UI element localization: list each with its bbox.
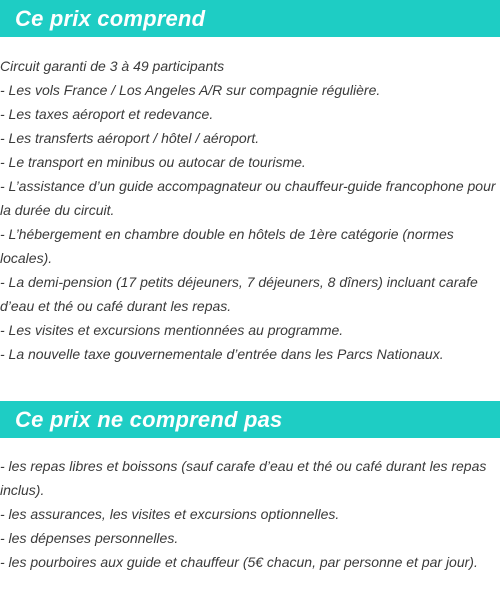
list-item: - les dépenses personnelles. (0, 530, 179, 546)
list-item: - Le transport en minibus ou autocar de tourisme. (0, 154, 306, 170)
price-includes-title: Ce prix comprend (15, 5, 206, 31)
list-item: - La nouvelle taxe gouvernementale d’entrée dans les Parcs Nationaux. (0, 346, 444, 362)
price-excludes-header (0, 401, 500, 438)
list-item: - L’assistance d’un guide accompagnateur ou chauffeur-guide francophone pour la durée du circuit. (0, 178, 496, 218)
price-excludes-section (0, 401, 500, 574)
list-item: Circuit garanti de 3 à 49 participants (0, 58, 225, 74)
list-item: - La demi-pension (17 petits déjeuners, 7 déjeuners, 8 dîners) incluant carafe d’eau et thé ou café durant les repas. (0, 274, 478, 314)
list-item: - les pourboires aux guide et chauffeur (5€ chacun, par personne et par jour). (0, 554, 478, 570)
list-item: - les assurances, les visites et excursions optionnelles. (0, 506, 340, 522)
list-item: - L’hébergement en chambre double en hôtels de 1ère catégorie (normes locales). (0, 226, 454, 266)
list-item: - Les visites et excursions mentionnées au programme. (0, 322, 344, 338)
price-excludes-title: Ce prix ne comprend pas (15, 406, 283, 432)
price-excludes-list (0, 438, 500, 574)
list-item: - les repas libres et boissons (sauf carafe d’eau et thé ou café durant les repas inclus). (0, 458, 487, 498)
list-item: - Les taxes aéroport et redevance. (0, 106, 214, 122)
list-item: - Les vols France / Los Angeles A/R sur compagnie régulière. (0, 82, 381, 98)
price-includes-list (0, 37, 500, 366)
price-includes-header (0, 0, 500, 37)
list-item: - Les transferts aéroport / hôtel / aéroport. (0, 130, 260, 146)
